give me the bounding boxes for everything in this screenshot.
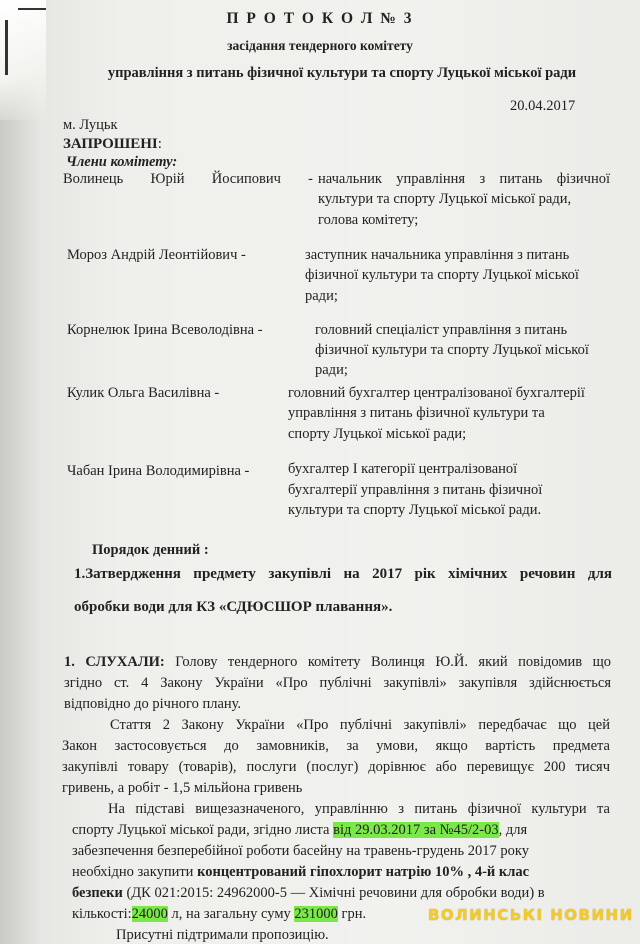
- heard-line: На підставі вищезазначеного, управлінню з питань фізичної культури та: [108, 801, 610, 817]
- document-subtitle: засідання тендерного комітету: [227, 38, 413, 53]
- member-desc: управління з питань фізичної культури та: [288, 405, 545, 421]
- heard-line: згідно ст. 4 Закону України «Про публічні закупівлі» закупівля здійснюється: [64, 675, 611, 691]
- member-desc: головний спеціаліст управління з питань: [315, 322, 568, 338]
- heard-line: відповідно до річного плану.: [64, 696, 242, 712]
- invited-heading: ЗАПРОШЕНІ:: [63, 136, 162, 152]
- heard-paragraph: 1. СЛУХАЛИ: Голову тендерного комітету Волинця Ю.Й. який повідомив що: [64, 654, 611, 670]
- watermark-logo: ВОЛИНСЬКІ НОВИНИ: [428, 906, 634, 924]
- document-title: П Р О Т О К О Л № 3: [226, 10, 414, 27]
- document-city: м. Луцьк: [63, 117, 118, 133]
- document-date: 20.04.2017: [510, 98, 576, 114]
- heard-line: спорту Луцької міської ради, згідно листа від 29.03.2017 за №45/2-03, для: [72, 822, 528, 838]
- member-name: Мороз Андрій Леонтійович -: [67, 247, 246, 263]
- member-desc: начальник управління з питань фізичної: [318, 171, 610, 187]
- member-desc: бухгалтер І категорії централізованої: [288, 461, 518, 477]
- member-desc: ради;: [305, 288, 338, 304]
- member-desc: заступник начальника управління з питань: [305, 247, 570, 263]
- member-desc: фізичної культури та спорту Луцької міської: [315, 342, 589, 358]
- member-desc: культури та спорту Луцької міської ради.: [288, 502, 542, 518]
- member-desc: спорту Луцької міської ради;: [288, 426, 467, 442]
- heard-line: необхідно закупити концентрований гіпохлорит натрію 10% , 4-й клас: [72, 864, 530, 880]
- member-desc: фізичної культури та спорту Луцької міської: [305, 267, 579, 283]
- document-organization: управління з питань фізичної культури та спорту Луцької міської ради: [107, 65, 577, 81]
- member-desc: голова комітету;: [318, 212, 419, 228]
- highlighted-letter-ref: від 29.03.2017 за №45/2-03: [333, 822, 499, 838]
- member-desc: бухгалтерії управління з питань фізичної: [288, 482, 543, 498]
- member-desc: ради;: [315, 362, 348, 378]
- member-name: Кулик Ольга Василівна -: [67, 385, 220, 401]
- highlighted-sum: 231000: [294, 906, 338, 922]
- members-label: Члени комітету:: [66, 154, 178, 170]
- member-desc: головний бухгалтер централізованої бухгалтерії: [288, 385, 585, 401]
- member-name: Корнелюк Ірина Всеволодівна -: [67, 322, 263, 338]
- heard-line: кількості:24000 л, на загальну суму 231000 грн.: [72, 906, 367, 922]
- heard-line: забезпечення безперебійної роботи басейну на травень-грудень 2017 року: [72, 843, 530, 859]
- member-name: Чабан Ірина Володимирівна -: [67, 463, 250, 479]
- agenda-item: обробки води для КЗ «СДЮСШОР плавання».: [74, 599, 393, 615]
- heard-line: Стаття 2 Закону України «Про публічні закупівлі» передбачає що цей: [110, 717, 610, 733]
- heard-line: безпеки (ДК 021:2015: 24962000-5 — Хімічні речовини для обробки води) в: [72, 885, 545, 901]
- heard-line: закупівлі товару (товарів), послуги (послуг) дорівнює або перевищує 200 тисяч: [62, 759, 610, 775]
- heard-line: гривень, а робіт - 1,5 мільйона гривень: [62, 780, 303, 796]
- heard-line: Присутні підтримали пропозицію.: [116, 927, 329, 943]
- heard-line: Закон застосовується до замовників, за умови, якщо вартість предмета: [62, 738, 610, 754]
- member-name: Волинець Юрій Йосипович -: [63, 171, 313, 187]
- highlighted-quantity: 24000: [131, 906, 168, 922]
- agenda-item: 1.Затвердження предмету закупівлі на 2017 рік хімічних речовин для: [74, 566, 612, 582]
- member-desc: культури та спорту Луцької міської ради,: [318, 191, 572, 207]
- agenda-heading: Порядок денний :: [92, 542, 209, 558]
